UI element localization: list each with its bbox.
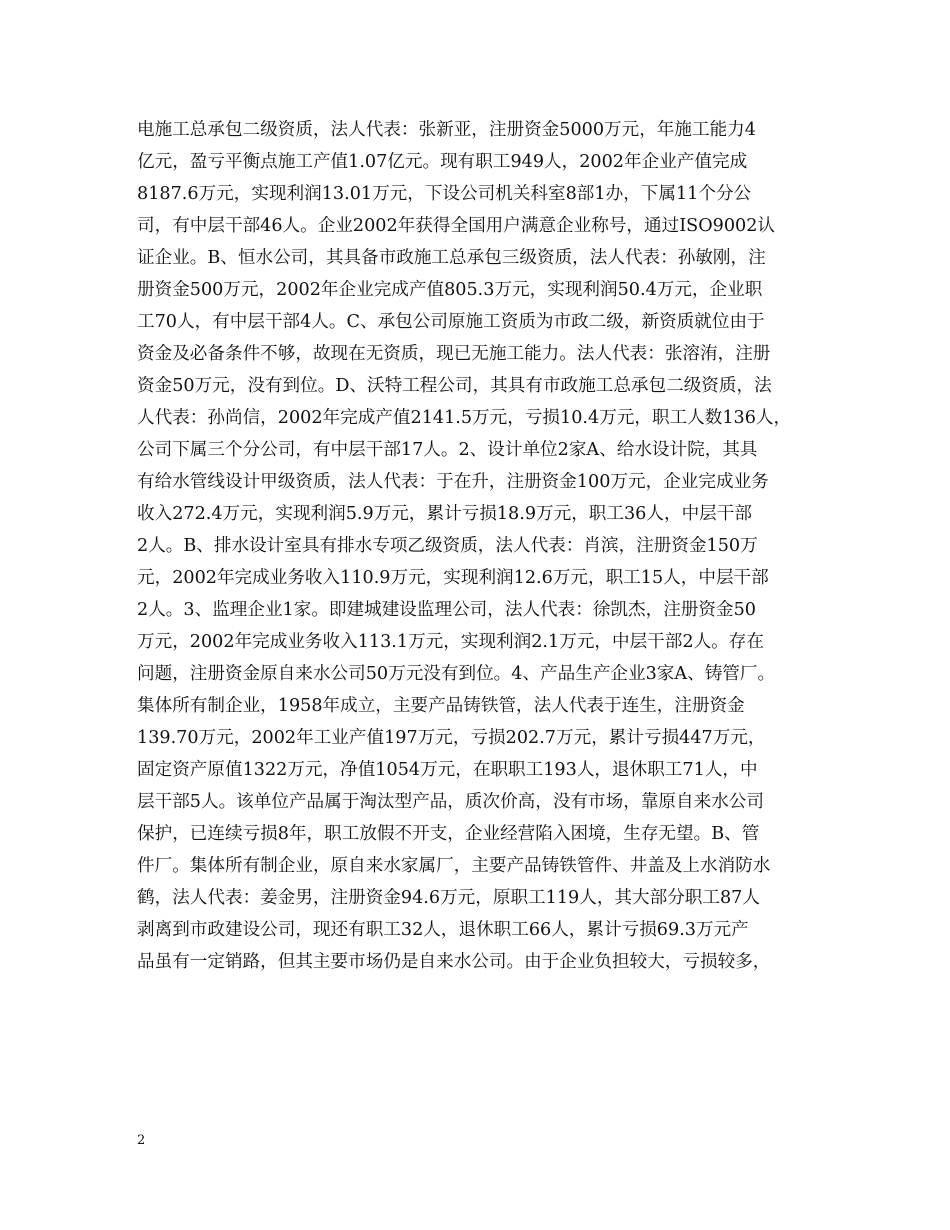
text-line: 层干部5人。该单位产品属于淘汰型产品，质次价高，没有市场，靠原自来水公司 (137, 792, 764, 812)
text-line: 有给水管线设计甲级资质，法人代表：于在升，注册资金100万元，企业完成业务 (137, 472, 769, 492)
text-line: 资金及必备条件不够，故现在无资质，现已无施工能力。法人代表：张溶洧，注册 (137, 344, 771, 364)
text-line: 139.70万元，2002年工业产值197万元，亏损202.7万元，累计亏损447万元， (137, 728, 766, 748)
text-line: 件厂。集体所有制企业，原自来水家属厂，主要产品铸铁管件、井盖及上水消防水 (137, 856, 771, 876)
text-line: 固定资产原值1322万元，净值1054万元，在职职工193人，退休职工71人，中 (137, 760, 758, 780)
text-line: 元，2002年完成业务收入110.9万元，实现利润12.6万元，职工15人，中层干部 (137, 568, 769, 588)
text-line: 亿元，盈亏平衡点施工产值1.07亿元。现有职工949人，2002年企业产值完成 (137, 152, 748, 172)
text-line: 品虽有一定销路，但其主要市场仍是自来水公司。由于企业负担较大，亏损较多， (137, 952, 771, 972)
text-line: 2人。3、监理企业1家。即建城建设监理公司，法人代表：徐凯杰，注册资金50 (137, 600, 756, 620)
text-line: 收入272.4万元，实现利润5.9万元，累计亏损18.9万元，职工36人，中层干部 (137, 504, 752, 524)
text-line: 公司下属三个分公司，有中层干部17人。2、设计单位2家A、给水设计院，其具 (137, 440, 758, 460)
text-line: 鹤，法人代表：姜金男，注册资金94.6万元，原职工119人，其大部分职工87人 (137, 888, 760, 908)
text-line: 工70人，有中层干部4人。C、承包公司原施工资质为市政二级，新资质就位由于 (137, 312, 765, 332)
page-number: 2 (137, 1133, 146, 1148)
text-line: 集体所有制企业，1958年成立，主要产品铸铁管，法人代表于连生，注册资金 (137, 696, 745, 716)
text-line: 剥离到市政建设公司，现还有职工32人，退休职工66人，累计亏损69.3万元产 (137, 920, 749, 940)
text-line: 册资金500万元，2002年企业完成产值805.3万元，实现利润50.4万元，企业职 (137, 280, 763, 300)
text-line: 保护，已连续亏损8年，职工放假不开支，企业经营陷入困境，生存无望。B、管 (137, 824, 760, 844)
text-line: 电施工总承包二级资质，法人代表：张新亚，注册资金5000万元，年施工能力4 (137, 120, 756, 140)
text-line: 资金50万元，没有到位。D、沃特工程公司，其具有市政施工总承包二级资质，法 (137, 376, 772, 396)
text-line: 人代表：孙尚信，2002年完成产值2141.5万元，亏损10.4万元，职工人数136人， (137, 408, 792, 428)
text-line: 证企业。B、恒水公司，其具备市政施工总承包三级资质，法人代表：孙敏刚，注 (137, 248, 766, 268)
text-line: 司，有中层干部46人。企业2002年获得全国用户满意企业称号，通过ISO9002认 (137, 216, 775, 236)
text-line: 问题，注册资金原自来水公司50万元没有到位。4、产品生产企业3家A、铸管厂。 (137, 664, 776, 684)
text-line: 8187.6万元，实现利润13.01万元，下设公司机关科室8部1办，下属11个分公 (137, 184, 752, 204)
text-line: 万元，2002年完成业务收入113.1万元，实现利润2.1万元，中层干部2人。存在 (137, 632, 764, 652)
text-line: 2人。B、排水设计室具有排水专项乙级资质，法人代表：肖滨，注册资金150万 (137, 536, 758, 556)
body-text (137, 114, 817, 978)
